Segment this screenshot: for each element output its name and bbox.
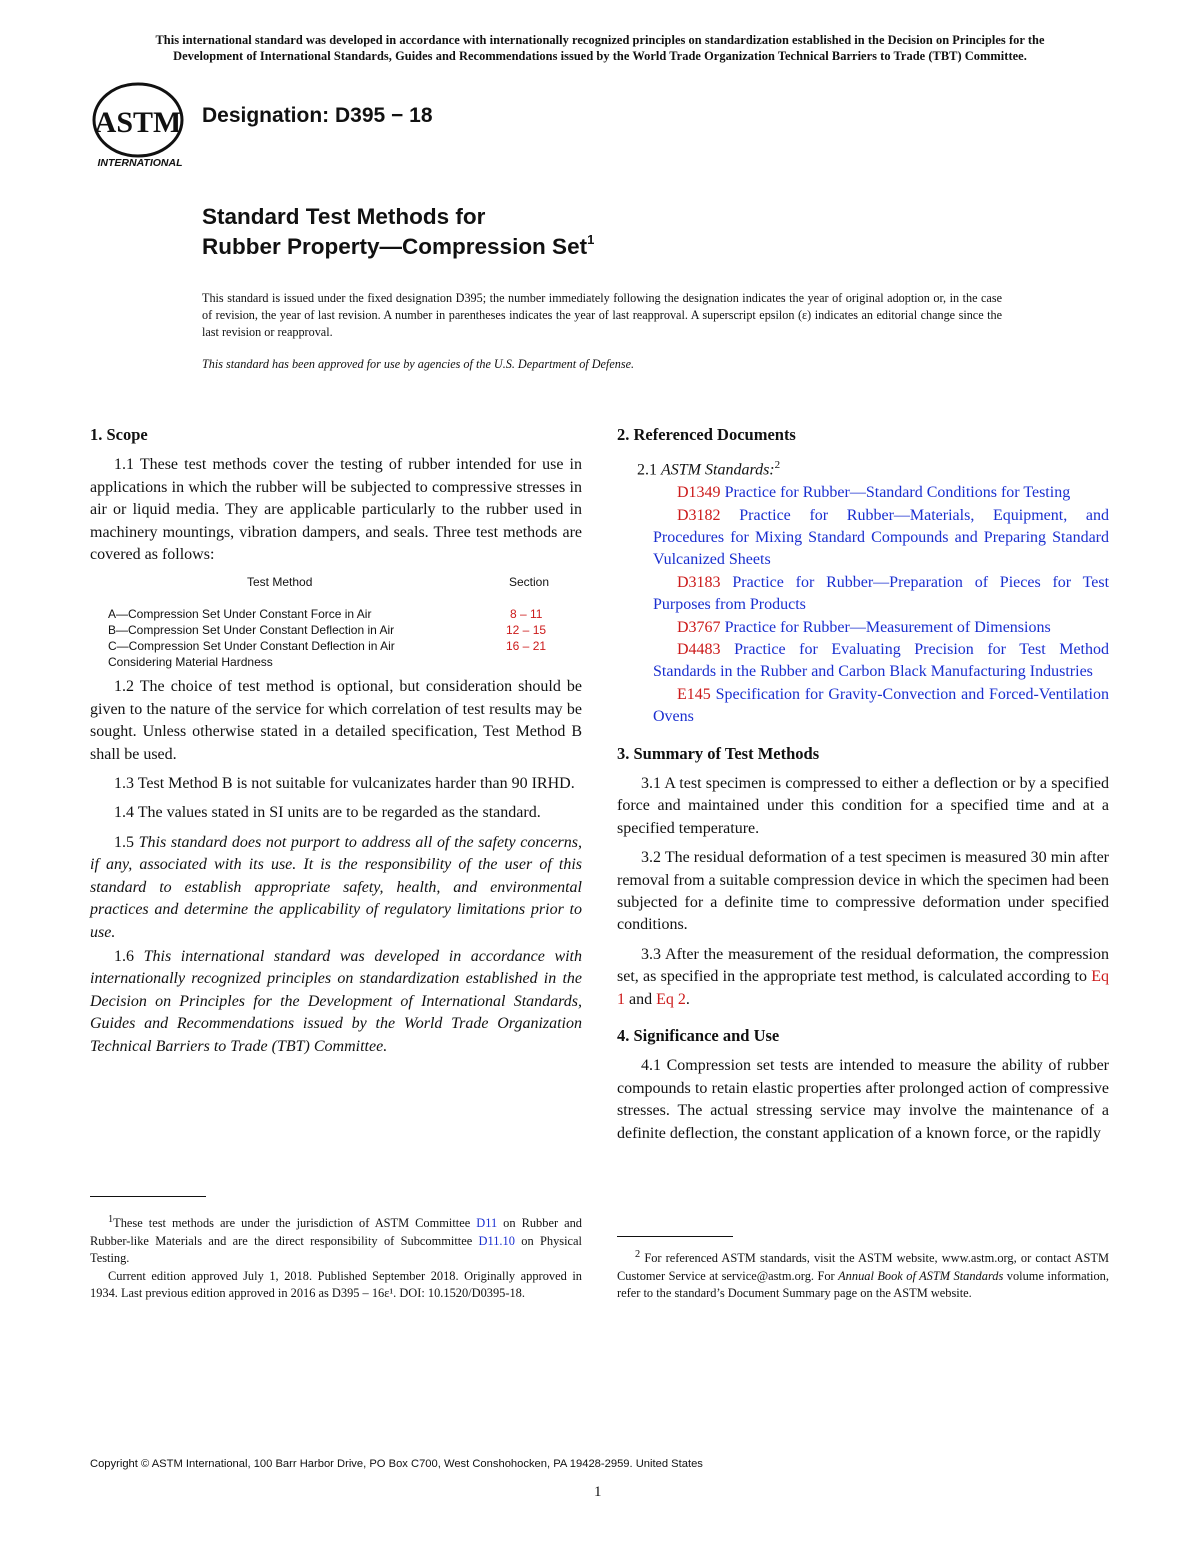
reference-list — [617, 482, 1109, 728]
reference-code[interactable]: D3767 — [677, 618, 721, 636]
footnote-1 — [90, 1211, 582, 1303]
scope-p6-number: 1.6 — [114, 947, 134, 965]
eq-2-link[interactable]: Eq 2 — [656, 990, 686, 1008]
title-text: Rubber Property—Compression Set — [202, 234, 588, 259]
reference-title[interactable]: Practice for Evaluating Precision for Test Method Standards in the Rubber and Carbon Black Manufacturing Industries — [653, 640, 1109, 681]
footnote-1-edition: Current edition approved July 1, 2018. Published September 2018. Originally approved in 1934. Last previous edition approved in 2016 as D395 – 16ε¹. DOI: 10.1520/D0395-18. — [90, 1268, 582, 1301]
reference-item[interactable] — [617, 639, 1109, 684]
title-footnote-mark: 1 — [587, 231, 595, 247]
footnote-2-text — [617, 1246, 1109, 1303]
astm-standards-footnote-mark: 2 — [774, 459, 781, 472]
scope-p5-number: 1.5 — [114, 833, 134, 851]
reference-item[interactable] — [617, 684, 1109, 729]
table-header-method: Test Method — [247, 575, 313, 590]
notice-line-2: Development of International Standards, Guides and Recommendations issued by the World Trade Organization Technical Barriers to Trade (TBT) Committee. — [173, 49, 1027, 63]
reference-code[interactable]: D4483 — [677, 640, 721, 658]
right-column — [617, 424, 1109, 1145]
header-notice — [60, 32, 1140, 64]
reference-title[interactable]: Practice for Rubber—Measurement of Dimensions — [724, 618, 1051, 636]
scope-heading: 1. Scope — [90, 425, 148, 444]
reference-item[interactable] — [617, 505, 1109, 572]
summary-heading: 3. Summary of Test Methods — [617, 743, 820, 763]
reference-item[interactable] — [617, 617, 1109, 639]
table-row-b-section[interactable]: 12 – 15 — [506, 623, 547, 638]
left-column — [90, 424, 582, 1058]
astm-logo — [88, 80, 188, 172]
footnote-1-text-c: on Physical Testing. — [90, 1233, 582, 1266]
significance-heading: 4. Significance and Use — [617, 1026, 780, 1046]
table-row-c-method: C—Compression Set Under Constant Deflection in Air — [108, 639, 395, 654]
table-row-c-section[interactable]: 16 – 21 — [506, 639, 547, 654]
scope-p6 — [90, 946, 582, 1058]
footnote-2-text-b: volume information, refer to the standard’s Document Summary page on the ASTM website. — [617, 1268, 1109, 1301]
summary-p1: 3.1 A test specimen is compressed to either a deflection or by a specified force and maintained under this condition for a specified time and at a specified temperature. — [617, 775, 1109, 837]
table-row-a-section[interactable]: 8 – 11 — [510, 607, 543, 622]
significance-p1: 4.1 Compression set tests are intended to measure the ability of rubber compounds to retain elastic properties after prolonged action of compressive stresses. The actual stressing service may involve the maintenance of a definite deflection, the constant application of a known force, or the rapidly — [617, 1057, 1109, 1142]
summary-p3-text-a: 3.3 After the measurement of the residual deformation, the compression set, as specified in the appropriate test method, is calculated according to — [617, 945, 1109, 986]
footnote-2-text-a: For referenced ASTM standards, visit the ASTM website, www.astm.org, or contact ASTM Customer Service at service@astm.org. For — [617, 1251, 1109, 1283]
reference-code[interactable]: D1349 — [677, 484, 721, 502]
page-number: 1 — [594, 1484, 602, 1500]
title-line-2 — [202, 231, 595, 260]
committee-d11-link[interactable]: D11 — [476, 1216, 498, 1231]
reference-title[interactable]: Practice for Rubber—Materials, Equipment, and Procedures for Mixing Standard Compounds and Preparing Standard Vulcanized Sheets — [653, 506, 1110, 569]
scope-p3: 1.3 Test Method B is not suitable for vulcanizates harder than 90 IRHD. — [114, 775, 575, 793]
reference-item[interactable] — [617, 482, 1109, 504]
table-header-section: Section — [509, 575, 550, 590]
copyright: Copyright © ASTM International, 100 Barr Harbor Drive, PO Box C700, West Conshohocken, PA 19428-2959. United States — [90, 1458, 703, 1470]
astm-logo-mark — [88, 80, 188, 172]
astm-standards-label — [617, 454, 1109, 482]
designation: Designation: D395 − 18 — [202, 104, 433, 127]
footnote-rule-left — [90, 1196, 206, 1197]
scope-p1: 1.1 These test methods cover the testing of rubber intended for use in applications in which the rubber will be subjected to compressive stresses in air or liquid media. They are applicable particularly to the rubber used in machinery mountings, vibration dampers, and seals. Three test methods are covered as follows: — [90, 456, 582, 564]
scope-p6-text: This international standard was developed in accordance with internationally recognized principles on standardization established in the Decision on Principles for the Development of International Standards, Guides and Recommendations issued by the World Trade Organization Technical Barriers to Trade (TBT) Committee. — [90, 947, 583, 1055]
footnote-1-jurisdiction — [90, 1211, 582, 1268]
referenced-heading: 2. Referenced Documents — [617, 425, 796, 444]
reference-title[interactable]: Practice for Rubber—Standard Conditions for Testing — [724, 484, 1071, 502]
title-line-1: Standard Test Methods for — [202, 204, 486, 229]
astm-logo-subtext: INTERNATIONAL — [97, 157, 183, 169]
footnote-2 — [617, 1246, 1109, 1303]
summary-p3-text-c: . — [685, 990, 690, 1008]
footnote-1-mark: 1 — [108, 1214, 114, 1225]
scope-p5-text: This standard does not purport to address all of the safety concerns, if any, associated with its use. It is the responsibility of the user of this standard to establish appropriate safety, health, and environmental practices and determine the applicability of regulatory limitations prior to use. — [90, 833, 583, 941]
scope-p4: 1.4 The values stated in SI units are to be regarded as the standard. — [114, 804, 541, 822]
dod-approval: This standard has been approved for use by agencies of the U.S. Department of Defense. — [202, 357, 635, 371]
footnote-2-mark: 2 — [635, 1249, 641, 1260]
footnote-2-italic: Annual Book of ASTM Standards — [838, 1268, 1004, 1283]
footnote-1-text-a: These test methods are under the jurisdiction of ASTM Committee — [113, 1216, 477, 1231]
summary-p2: 3.2 The residual deformation of a test specimen is measured 30 min after removal from a suitable compression device in which the specimen had been subjected for a definite time to compressive deformation under specified conditions. — [617, 849, 1109, 934]
test-method-table — [90, 572, 582, 668]
astm-logo-text: ASTM — [94, 106, 182, 139]
reference-title[interactable]: Practice for Rubber—Preparation of Pieces for Test Purposes from Products — [653, 573, 1110, 614]
reference-title[interactable]: Specification for Gravity-Convection and Forced-Ventilation Ovens — [653, 685, 1110, 726]
table-row-b-method: B—Compression Set Under Constant Deflection in Air — [108, 623, 395, 638]
table-row-a-method: A—Compression Set Under Constant Force in Air — [108, 607, 372, 622]
astm-standards-text: ASTM Standards: — [661, 461, 775, 479]
notice-line-1: This international standard was developed in accordance with internationally recognized principles on standardization established in the Decision on Principles for the — [155, 33, 1045, 47]
summary-p3-text-b: and — [625, 990, 657, 1008]
footnote-1-text-b: on Rubber and Rubber-like Materials and are the direct responsibility of Subcommittee — [90, 1216, 582, 1248]
reference-code[interactable]: D3182 — [677, 506, 721, 524]
reference-code[interactable]: D3183 — [677, 573, 721, 591]
table-row-c-continued: Considering Material Hardness — [108, 655, 273, 670]
footnote-rule-right — [617, 1236, 733, 1237]
eq-1-link[interactable]: Eq 1 — [617, 968, 1109, 1008]
reference-code[interactable]: E145 — [677, 685, 711, 703]
astm-standards-number: 2.1 — [637, 461, 657, 479]
reference-item[interactable] — [617, 572, 1109, 617]
issued-statement: This standard is issued under the fixed designation D395; the number immediately following the designation indicates the year of original adoption or, in the case of revision, the year of last revision. A number in parentheses indicates the year of last reapproval. A superscript epsilon (ε) indicates an editorial change since the last revision or reapproval. — [202, 291, 1002, 339]
scope-p2: 1.2 The choice of test method is optional, but consideration should be given to the nature of the service for which correlation of test results may be sought. Unless otherwise stated in a detailed specification, Test Method B shall be used. — [90, 678, 582, 763]
subcommittee-d1110-link[interactable]: D11.10 — [478, 1233, 515, 1248]
summary-p3 — [617, 944, 1109, 1011]
scope-p5 — [90, 832, 582, 944]
